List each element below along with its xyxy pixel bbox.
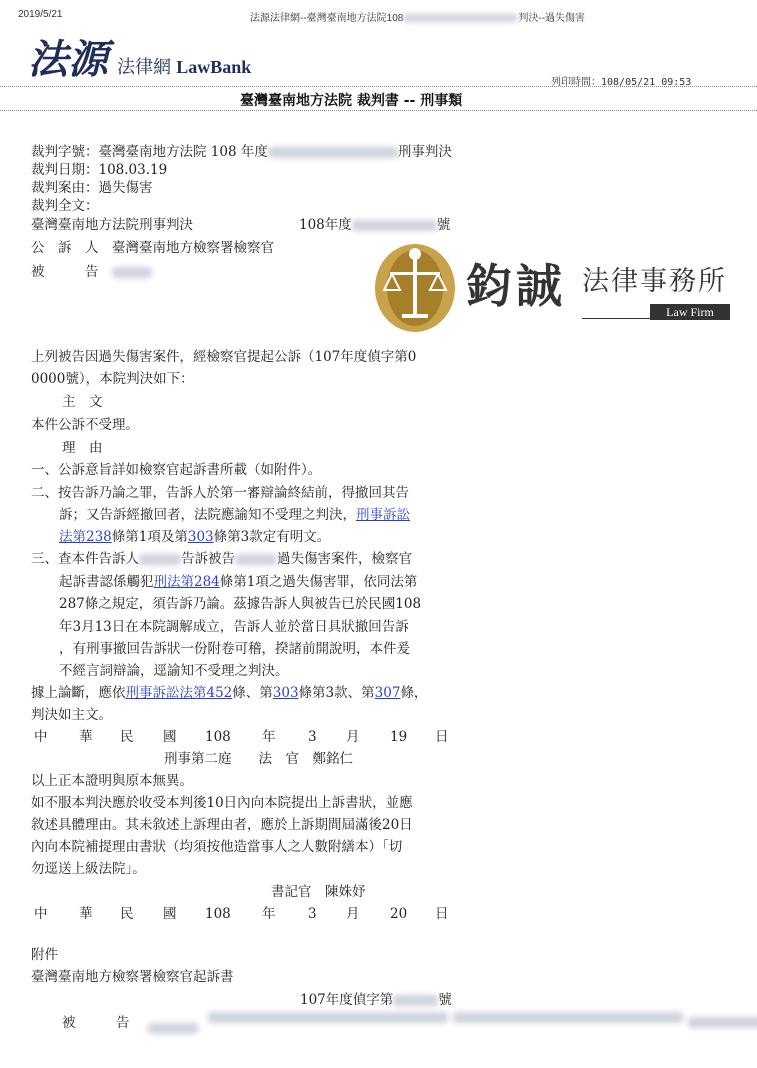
law-link-procedure-452[interactable]: 刑事訴訟法第452 — [125, 685, 233, 701]
court-line-suffix: 號 — [436, 217, 451, 233]
item-2-text-mid: 條第1項及第 — [111, 529, 188, 545]
conclusion-line-2: 判決如主文。 — [31, 707, 112, 723]
item-3-line-5: ，有刑事撤回告訴狀一份附卷可稽，揆諸前開說明，本件爰 — [59, 641, 410, 657]
date-2-c9: 日 — [435, 906, 449, 922]
redacted-text — [453, 1012, 683, 1023]
indictment-defendant-label: 被 告 — [62, 1015, 130, 1031]
zhuwen-text: 本件公訴不受理。 — [31, 417, 139, 433]
date-1-c6: 3 — [308, 729, 317, 745]
redacted-text — [208, 1012, 448, 1023]
scales-icon — [370, 240, 460, 335]
item-2-line-2 — [59, 504, 410, 526]
doc-title: 臺灣臺南地方法院 裁判書 -- 刑事類 — [240, 93, 463, 109]
law-link-criminal-procedure[interactable]: 刑事訴訟 — [356, 507, 410, 523]
meta-zihao-label: 裁判字號： — [31, 144, 99, 160]
law-link-procedure-303[interactable]: 303 — [272, 685, 299, 701]
indictment-no-pre: 107年度偵字第 — [300, 992, 394, 1008]
print-date: 2019/5/21 — [18, 9, 63, 20]
item-3-line-3: 287條之規定，須告訴乃論。茲據告訴人與被告已於民國108 — [59, 596, 422, 612]
redacted-block — [148, 1018, 198, 1037]
prosecutor-line — [31, 237, 274, 259]
clerk-line: 書記官 陳姝妤 — [271, 884, 366, 900]
indictment-no — [300, 989, 452, 1011]
conclusion-pre: 據上論斷，應依 — [31, 685, 126, 701]
item-3-text-mid: 告訴被告 — [181, 551, 235, 567]
item-3-text-pre: 三、查本件告訴人 — [31, 551, 139, 567]
redacted-text — [112, 267, 152, 278]
meta-full: 裁判全文： — [31, 198, 99, 214]
redacted-text — [688, 1017, 757, 1028]
meta-date-label: 裁判日期： — [31, 162, 99, 178]
item-3-line-2-pre: 起訴書認係觸犯 — [59, 574, 154, 590]
logo-chinese: 法律網 — [117, 57, 172, 77]
redacted-text — [393, 995, 438, 1006]
date-2-c3: 國 — [163, 906, 177, 922]
date-2-c7: 月 — [346, 906, 360, 922]
indictment-title: 臺灣臺南地方檢察署檢察官起訴書 — [31, 969, 234, 985]
item-3-line-4: 年3月13日在本院調解成立，告訴人並於當日具狀撤回告訴 — [59, 619, 409, 635]
appeal-line-4: 勿逕送上級法院」。 — [31, 861, 146, 877]
date-1-c7: 月 — [346, 729, 360, 745]
item-3-text-post: 過失傷害案件，檢察官 — [277, 551, 412, 567]
item-1: 一、公訴意旨詳如檢察官起訴書所載（如附件）。 — [31, 462, 322, 478]
print-title-suffix: 判決--過失傷害 — [518, 13, 586, 24]
firm-logo — [370, 240, 460, 335]
lawbank-logo[interactable] — [28, 28, 251, 85]
date-2-c1: 華 — [79, 906, 93, 922]
appeal-line-3: 內向本院補提理由書狀（均須按他造當事人之人數附繕本）「切 — [31, 839, 403, 855]
firm-name: 鈞誠 — [466, 259, 566, 313]
redacted-text — [148, 1023, 198, 1034]
defendant-label: 被 告 — [31, 264, 99, 280]
date-1-c0: 中 — [34, 729, 48, 745]
meta-zihao-value: 臺灣臺南地方法院 108 年度 — [98, 144, 268, 160]
date-2-c6: 3 — [308, 906, 317, 922]
law-link-criminal-284[interactable]: 刑法第284 — [153, 574, 220, 590]
date-2-c8: 20 — [390, 906, 408, 922]
date-1-c5: 年 — [262, 729, 276, 745]
date-1-c9: 日 — [435, 729, 449, 745]
conclusion-mid-1: 條、第 — [232, 685, 273, 701]
conclusion-post: 條， — [400, 685, 428, 701]
date-1-c1: 華 — [79, 729, 93, 745]
para-intro-2: 0000號），本院判決如下： — [31, 371, 194, 387]
prosecutor-label: 公 訴 人 — [31, 240, 99, 256]
redacted-text — [352, 220, 437, 231]
meta-date-value: 108.03.19 — [98, 162, 168, 178]
meta-case-label: 裁判案由： — [31, 180, 99, 196]
item-3-line-1 — [31, 548, 412, 570]
defendant-line — [31, 261, 152, 283]
law-link-article-238[interactable]: 法第238 — [59, 529, 112, 545]
law-link-procedure-307[interactable]: 307 — [374, 685, 401, 701]
item-2-line-1: 二、按告訴乃論之罪，告訴人於第一審辯論終結前，得撤回其告 — [31, 485, 409, 501]
title-divider — [0, 110, 757, 112]
logo-english: LawBank — [176, 57, 252, 77]
firm-underline — [582, 318, 650, 319]
date-2-c4: 108 — [205, 906, 231, 922]
date-2-c5: 年 — [262, 906, 276, 922]
conclusion-line-1 — [31, 682, 427, 704]
para-intro-1: 上列被告因過失傷害案件，經檢察官提起公訴（107年度偵字第0 — [31, 349, 417, 365]
law-link-article-303[interactable]: 303 — [187, 529, 214, 545]
prosecutor-value: 臺灣臺南地方檢察署檢察官 — [112, 240, 274, 256]
liyou-heading: 理 由 — [62, 440, 103, 456]
date-1-c3: 國 — [163, 729, 177, 745]
logo-script: 法源 — [28, 36, 108, 83]
item-3-line-6: 不經言詞辯論，逕諭知不受理之判決。 — [59, 663, 289, 679]
annex-heading: 附件 — [31, 947, 58, 963]
redacted-text — [139, 554, 181, 565]
certify-line: 以上正本證明與原本無異。 — [31, 773, 193, 789]
redacted-text — [235, 554, 277, 565]
indictment-defendant — [62, 1012, 130, 1034]
redacted-text — [403, 14, 518, 22]
meta-case-value: 過失傷害 — [98, 180, 153, 196]
date-2-c0: 中 — [34, 906, 48, 922]
appeal-line-1: 如不服本判決應於收受本判後10日內向本院提出上訴書狀，並應 — [31, 795, 413, 811]
date-1-c8: 19 — [390, 729, 408, 745]
header-divider — [0, 86, 757, 88]
judge-line: 刑事第二庭 法 官 鄭銘仁 — [164, 751, 353, 767]
conclusion-mid-2: 條第3款、第 — [298, 685, 375, 701]
item-2-text-post: 條第3款定有明文。 — [213, 529, 331, 545]
print-title — [250, 9, 585, 24]
redacted-text — [268, 147, 398, 158]
date-1-c4: 108 — [205, 729, 231, 745]
item-3-line-2 — [59, 571, 417, 593]
appeal-line-2: 敘述具體理由。其未敘述上訴理由者，應於上訴期間屆滿後20日 — [31, 817, 413, 833]
item-2-text: 訴；又告訴經撤回者，法院應諭知不受理之判決， — [59, 507, 356, 523]
indictment-no-post: 號 — [438, 992, 452, 1008]
zhuwen-heading: 主 文 — [62, 394, 103, 410]
firm-english: Law Firm — [650, 304, 730, 320]
date-1-c2: 民 — [120, 729, 134, 745]
firm-suffix: 法律事務所 — [582, 266, 727, 297]
print-time: 列印時間：108/05/21 09:53 — [551, 77, 692, 88]
court-line-no — [299, 214, 450, 236]
court-line-year: 108年度 — [299, 217, 352, 233]
item-2-line-3 — [59, 526, 330, 548]
print-title-prefix: 法源法律網--臺灣臺南地方法院108 — [250, 13, 404, 24]
redacted-block — [208, 1012, 453, 1033]
court-line-left: 臺灣臺南地方法院刑事判決 — [31, 217, 193, 233]
meta-zihao-suffix: 刑事判決 — [397, 144, 452, 160]
item-3-line-2-post: 條第1項之過失傷害罪，依同法第 — [219, 574, 418, 590]
date-2-c2: 民 — [120, 906, 134, 922]
